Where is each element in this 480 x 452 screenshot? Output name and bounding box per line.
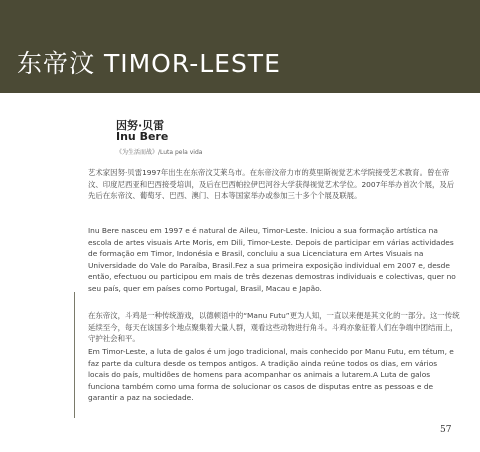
biography-portuguese: Inu Bere nasceu em 1997 e é natural de Aileu, Timor-Leste. Iniciou a sua formação artística na escola de artes visuais Arte Moris, em Dili, Timor-Leste. Depois de participar em várias actividades de formação em Timor, Indonésia e Brasil, concluiu a sua Licenciatura em Artes Visuais na Universidade do Vale do Paraíba, Brasil.Fez a sua primeira exposição individual em 2007 e, desde então, efectuou ou participou em mais de três dezenas demostras individuais e colectivas, quer no seu país, quer em países como Portugal, Brasil, Macau e Japão. xyxy=(88,226,456,293)
artist-name-chinese: 因努·贝雷 xyxy=(116,119,165,132)
artwork-title: 《为生活而战》/Luta pela vida xyxy=(116,149,203,156)
biography-chinese: 艺术家因努·贝雷1997年出生在东帝汶艾莱乌市。在东帝汶帝力市的莫里斯视觉艺术学院接受艺术教育。曾在帝汶、印度尼西亚和巴西接受培训，及后在巴西帕拉伊巴河谷大学获得视觉艺术学位。2007年举办首次个展，及后先后在东帝汶、葡萄牙、巴西、澳门、日本等国家举办或参加三十多个个展及联展。 xyxy=(88,168,455,200)
page-title: 东帝汶 TIMOR-LESTE xyxy=(17,49,281,78)
header-band xyxy=(0,0,480,93)
page-number: 57 xyxy=(440,425,452,435)
description-chinese: 在东帝汶，斗鸡是一种传统游戏，以德顿语中的“Manu Futu”更为人知，一直以来便是其文化的一部分。这一传统延续至今，每天在该国多个地点聚集着大量人群，观看这些动物进行角斗。斗鸡亦象征着人们在争端中团结而上，守护社会和平。 xyxy=(88,311,460,343)
artist-name-portuguese: Inu Bere xyxy=(116,130,169,143)
description-portuguese: Em Timor-Leste, a luta de galos é um jogo tradicional, mais conhecido por Manu Futu, em tétum, e faz parte da cultura desde os tempos antigos. A tradição ainda reúne todos os dias, em vários locais do país, multidões de homens para acompanhar os animais a lutarem.A Luta de galos funciona também como uma forma de solucionar os casos de disputas entre as pessoas e de garantir a paz na sociedade. xyxy=(88,347,454,402)
vertical-divider xyxy=(74,292,75,418)
